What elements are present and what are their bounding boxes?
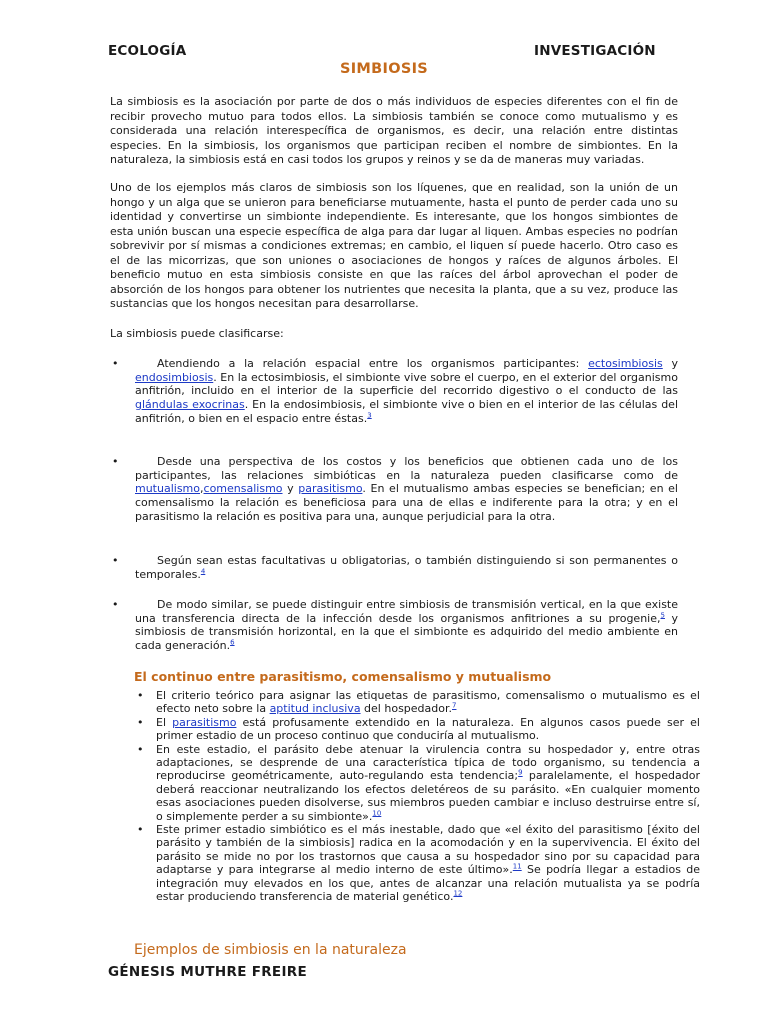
bullet-glyph: • <box>112 598 119 611</box>
link-aptitud-inclusiva[interactable]: aptitud inclusiva <box>269 702 361 716</box>
bullet-glyph: • <box>112 455 119 468</box>
header-right: INVESTIGACIÓN <box>534 43 656 59</box>
bullet-glyph: • <box>112 357 119 370</box>
bullet-glyph: • <box>112 554 119 567</box>
list-item-facultative: Según sean estas facultativas u obligatorias, o también distinguiendo si son permanentes o temporales.$^4$ <box>135 554 678 581</box>
paragraph-examples: Uno de los ejemplos más claros de simbiosis son los líquenes, que en realidad, son la unión de un hongo y un alga que se unieron para beneficiarse mutuamente, hasta el punto de perder cada uno su identidad y convertirse un simbionte independiente. Es interesante, que los hongos simbiontes de esta unión buscan una especie específica de alga para dar lugar al liquen. Ambas especies no podrían sobrevivir por sí mismas a condiciones extremas; en cambio, el liquen sí puede hacerlo. Otro caso es el de las micorrizas, que son uniones o asociaciones de hongos y raíces de algunos árboles. El beneficio mutuo en esta simbiosis consiste en que las raíces del árbol aprovechan el poder de absorción de los hongos para obtener los nutrientes que necesita la planta, que a su vez, produce las sustancias que los hongos necesitan para desarrollarse. <box>110 181 678 310</box>
link-glandulas-exocrinas[interactable]: glándulas exocrinas <box>135 398 245 412</box>
ref-7[interactable]: 7 <box>452 701 457 710</box>
list-item: • En este estadio, el parásito debe atenuar la virulencia contra su hospedador y, entre otras adaptaciones, se desprende de una característica típica de todo organismo, su tendencia a reproducirse geométricamente, auto-regulando esta tendencia;$^9$ paralelamente, el hospedador deberá reaccionar neutralizando los efectos deletéreos de su parásito. «En cualquier momento esas asociaciones pueden disolverse, sus miembros pueden cambiar e incluso destruirse entre sí, o simplemente perder a su simbionte».$^{10}$ <box>156 743 700 823</box>
link-mutualismo[interactable]: mutualismo <box>135 482 201 496</box>
link-endosimbiosis[interactable]: endosimbiosis <box>135 370 214 384</box>
list-item-costs: Desde una perspectiva de los costos y los beneficios que obtienen cada uno de los participantes, las relaciones simbióticas en la naturaleza pueden clasificarse como de mutualismo,comensalismo y parasitismo. En el mutualismo ambas especies se benefician; en el comensalismo la relación es beneficiosa para una de ellas e indiferente para la otra; y en el parasitismo la relación es positiva para una, aunque perjudicial para la otra. <box>135 455 678 523</box>
list-item-spatial: Atendiendo a la relación espacial entre los organismos participantes: ectosimbiosis y endosimbiosis. En la ectosimbiosis, el simbionte vive sobre el cuerpo, en el exterior del organismo anfitrión, incluido en el interior de la superficie del recorrido digestivo o el conducto de las glándulas exocrinas. En la endosimbiosis, el simbionte vive o bien en el interior de las células del anfitrión, o bien en el espacio entre éstas.$^3$ <box>135 357 679 425</box>
ref-9[interactable]: 9 <box>518 768 523 777</box>
link-ectosimbiosis[interactable]: ectosimbiosis <box>588 357 663 370</box>
list-item: • El criterio teórico para asignar las etiquetas de parasitismo, comensalismo o mutualismo es el efecto neto sobre la aptitud inclusiva del hospedador.$^7$ <box>156 689 700 716</box>
page-title: SIMBIOSIS <box>339 61 429 77</box>
ref-3[interactable]: 3 <box>367 411 372 420</box>
link-parasitismo-2[interactable]: parasitismo <box>172 715 237 729</box>
link-comensalismo[interactable]: comensalismo <box>203 482 283 496</box>
ref-10[interactable]: 10 <box>372 809 382 817</box>
paragraph-intro: La simbiosis es la asociación por parte de dos o más individuos de especies diferentes con el fin de recibir provecho mutuo para todos ellos. La simbiosis también se conoce como mutualismo y es considerada una relación interespecífica de organismos, es decir, una relación entre distintas especies. En la simbiosis, los organismos que participan reciben el nombre de simbiontes. En la naturaleza, la simbiosis está en casi todos los grupos y reinos y se da de maneras muy variadas. <box>110 95 678 166</box>
ref-6[interactable]: 6 <box>230 638 235 647</box>
author-footer: GÉNESIS MUTHRE FREIRE <box>108 964 307 980</box>
list-item: • El parasitismo está profusamente extendido en la naturaleza. En algunos casos puede ser el primer estadio de un proceso continuo que conduciría al mutualismo. <box>156 716 700 743</box>
list-item: • Este primer estadio simbiótico es el más inestable, dado que «el éxito del parasitismo [éxito del parásito y también de la simbiosis] radica en la acomodación y en la supervivencia. El éxito del parásito se mide no por los trastornos que causa a su hospedador sino por su capacidad para adaptarse y para integrarse al medio interno de este último».$^{11}$ Se podría llegar a estadios de integración muy elevados en los que, antes de alcanzar una relación mutualista ya se podría estar produciendo transferencia de material genético.$^{12}$ <box>156 823 700 903</box>
ref-4[interactable]: 4 <box>200 567 206 576</box>
link-parasitismo[interactable]: parasitismo <box>298 482 363 496</box>
ref-5[interactable]: 5 <box>660 611 665 620</box>
section-heading-ejemplos: Ejemplos de simbiosis en la naturaleza <box>134 942 407 958</box>
ref-11[interactable]: 11 <box>512 862 522 871</box>
paragraph-classify: La simbiosis puede clasificarse: <box>110 327 284 340</box>
continuum-list <box>134 689 700 904</box>
list-item-transmission: De modo similar, se puede distinguir entre simbiosis de transmisión vertical, en la que existe una transferencia directa de la infección desde los organismos anfitriones a su progenie,$^5$ y simbiosis de transmisión horizontal, en la que el simbionte es adquirido del medio ambiente en cada generación.$^6$ <box>135 598 678 653</box>
ref-12[interactable]: 12 <box>453 889 463 898</box>
header-left: ECOLOGÍA <box>108 43 187 59</box>
section-heading-continuo: El continuo entre parasitismo, comensalismo y mutualismo <box>134 669 552 684</box>
